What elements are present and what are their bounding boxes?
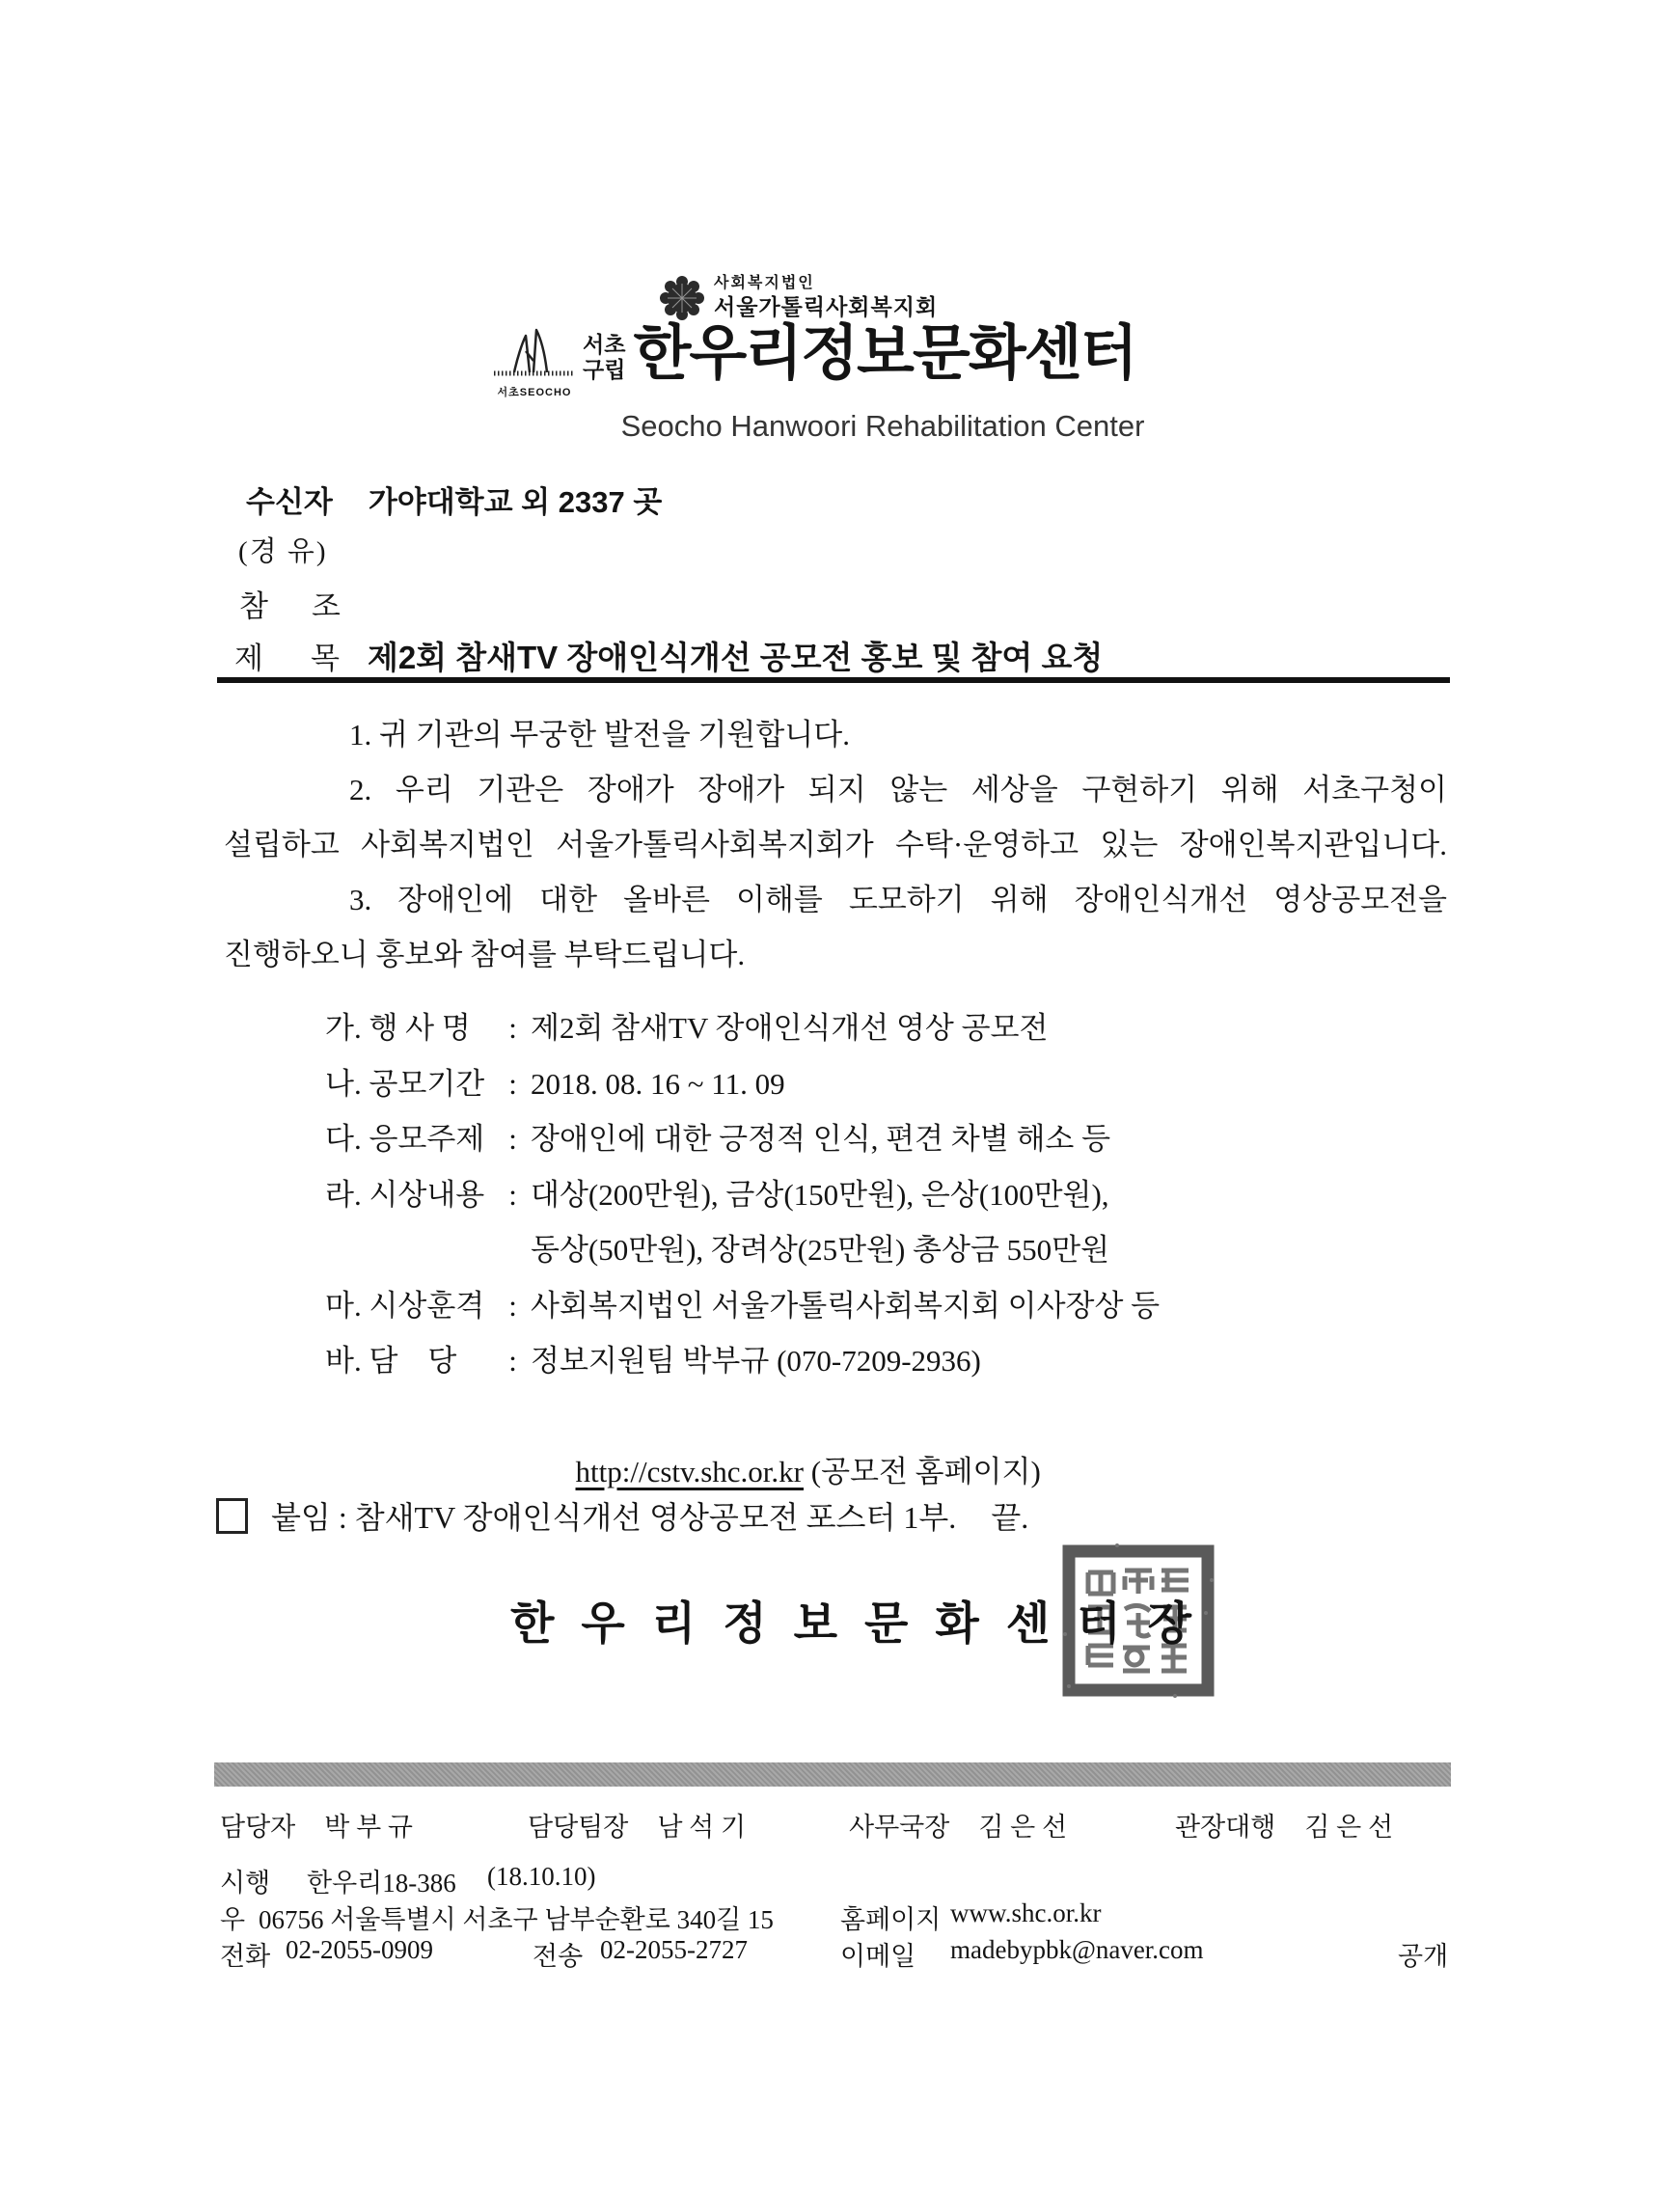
fax-number: 02-2055-2727: [600, 1935, 748, 1964]
fax-label: 전송: [533, 1942, 584, 1971]
prizes-line1: 대상(200만원), 금상(150만원), 은상(100만원),: [531, 1177, 1109, 1212]
address: 06756 서울특별시 서초구 남부순환로 340길 15: [259, 1905, 774, 1934]
footer-staff-3: [849, 1806, 1067, 1843]
body-line: 1. 귀 기관의 무궁한 발전을 기원합니다.: [349, 718, 850, 751]
via-line: (경 유): [238, 536, 328, 567]
list-item: 나. 공모기간 : 2018. 08. 16 ~ 11. 09: [325, 1056, 1447, 1112]
homepage-label: 홈페이지: [840, 1905, 942, 1934]
list-item: 다. 응모주제 : 장애인에 대한 긍정적 인식, 편견 차별 해소 등: [325, 1111, 1447, 1167]
contest-homepage-url: http://cstv.shc.or.kr: [575, 1455, 804, 1488]
footer-staff-2: [528, 1806, 746, 1843]
body-line: 3. 장애인에 대한 올바른 이해를 도모하기 위해 장애인식개선 영상공모전을: [349, 883, 1447, 916]
award-grade: 사회복지법인 서울가톨릭사회복지회 이사장상 등: [531, 1288, 1161, 1323]
disclosure-status: 공개: [1398, 1942, 1449, 1971]
body-line: 설립하고 사회복지법인 서울가톨릭사회복지회가 수탁·운영하고 있는 장애인복지관입니다.: [224, 828, 1447, 861]
staff-name: 김 은 선: [978, 1813, 1068, 1842]
subject-label-2: 목: [311, 642, 340, 675]
recipient-label: 수신자: [246, 485, 333, 519]
footer-divider-bar: [214, 1762, 1451, 1787]
staff-role: 담당자: [220, 1813, 296, 1842]
zip-label: 우: [220, 1905, 246, 1934]
end-mark: 끝.: [991, 1500, 1029, 1535]
recipient-line: [246, 478, 662, 521]
staff-role: 사무국장: [849, 1813, 950, 1842]
title-divider-rule: [217, 677, 1450, 683]
association-name-small: 사회복지법인: [714, 275, 815, 291]
body-line: 진행하오니 홍보와 참여를 부탁드립니다.: [224, 938, 746, 971]
doc-number: 한우리18-386: [307, 1869, 456, 1898]
subject-line: [234, 633, 1103, 678]
staff-name: 김 은 선: [1304, 1813, 1394, 1842]
event-details-list: [325, 1000, 1447, 1555]
contest-theme: 장애인에 대한 긍정적 인식, 편견 차별 해소 등: [531, 1122, 1111, 1156]
list-item: 바. 담 당 : 정보지원팀 박부규 (070-7209-2936): [325, 1333, 1447, 1389]
contest-homepage-suffix: (공모전 홈페이지): [804, 1455, 1041, 1488]
building-caption: 서초SEOCHO: [497, 387, 572, 398]
staff-role: 담당팀장: [528, 1813, 629, 1842]
staff-role: 관장대행: [1175, 1813, 1276, 1842]
list-item: 마. 시상훈격 : 사회복지법인 서울가톨릭사회복지회 이사장상 등: [325, 1278, 1447, 1334]
footer-staff-1: [220, 1806, 413, 1843]
cc-line: [239, 582, 341, 625]
cc-label-1: 참: [239, 589, 268, 623]
seocho-building-icon: [491, 366, 578, 382]
homepage-url: www.shc.or.kr: [950, 1898, 1102, 1927]
doc-date: (18.10.10): [487, 1862, 596, 1891]
letter-body: [224, 707, 1447, 982]
contest-period: 2018. 08. 16 ~ 11. 09: [531, 1066, 785, 1101]
district-line1: 서초: [583, 332, 626, 357]
email-label: 이메일: [840, 1942, 916, 1971]
attachment-text: 붙임 : 참새TV 장애인식개선 영상공모전 포스터 1부.: [271, 1500, 957, 1535]
list-item: 가. 행 사 명 : 제2회 참새TV 장애인식개선 영상 공모전: [325, 1000, 1447, 1056]
tel-label: 전화: [220, 1942, 271, 1971]
body-line: 2. 우리 기관은 장애가 장애가 되지 않는 세상을 구현하기 위해 서초구청이: [349, 773, 1447, 806]
district-line2: 구립: [583, 357, 626, 382]
list-item: 라. 시상내용 : 대상(200만원), 금상(150만원), 은상(100만원),: [325, 1167, 1447, 1223]
tel-number: 02-2055-0909: [286, 1935, 433, 1964]
staff-name: 남 석 기: [657, 1813, 747, 1842]
subject-label-1: 제: [234, 642, 263, 675]
subject-title: 제2회 참새TV 장애인식개선 공모전 홍보 및 참여 요청: [367, 640, 1104, 675]
recipient-value: 가야대학교 외 2337 곳: [368, 485, 663, 519]
event-name: 제2회 참새TV 장애인식개선 영상 공모전: [531, 1011, 1049, 1045]
center-name-english: Seocho Hanwoori Rehabilitation Center: [620, 409, 1145, 443]
staff-name: 박 부 규: [324, 1813, 413, 1842]
association-name: 서울가톨릭사회복지회: [714, 295, 939, 319]
contact-person: 정보지원팀 박부규 (070-7209-2936): [531, 1344, 981, 1378]
prizes-line2: 동상(50만원), 장려상(25만원) 총상금 550만원: [531, 1233, 1110, 1267]
checkbox-icon: [216, 1498, 248, 1534]
footer-staff-4: [1175, 1806, 1393, 1843]
center-name: 한우리정보문화센터: [633, 320, 1136, 387]
attachment-line: [216, 1493, 1028, 1538]
cc-label-2: 조: [312, 589, 341, 623]
center-logo: [488, 322, 1135, 399]
signer-title: 한우리정보문화센터장: [510, 1599, 1219, 1650]
doc-label: 시행: [220, 1869, 271, 1898]
email-address: madebypbk@naver.com: [950, 1935, 1204, 1964]
